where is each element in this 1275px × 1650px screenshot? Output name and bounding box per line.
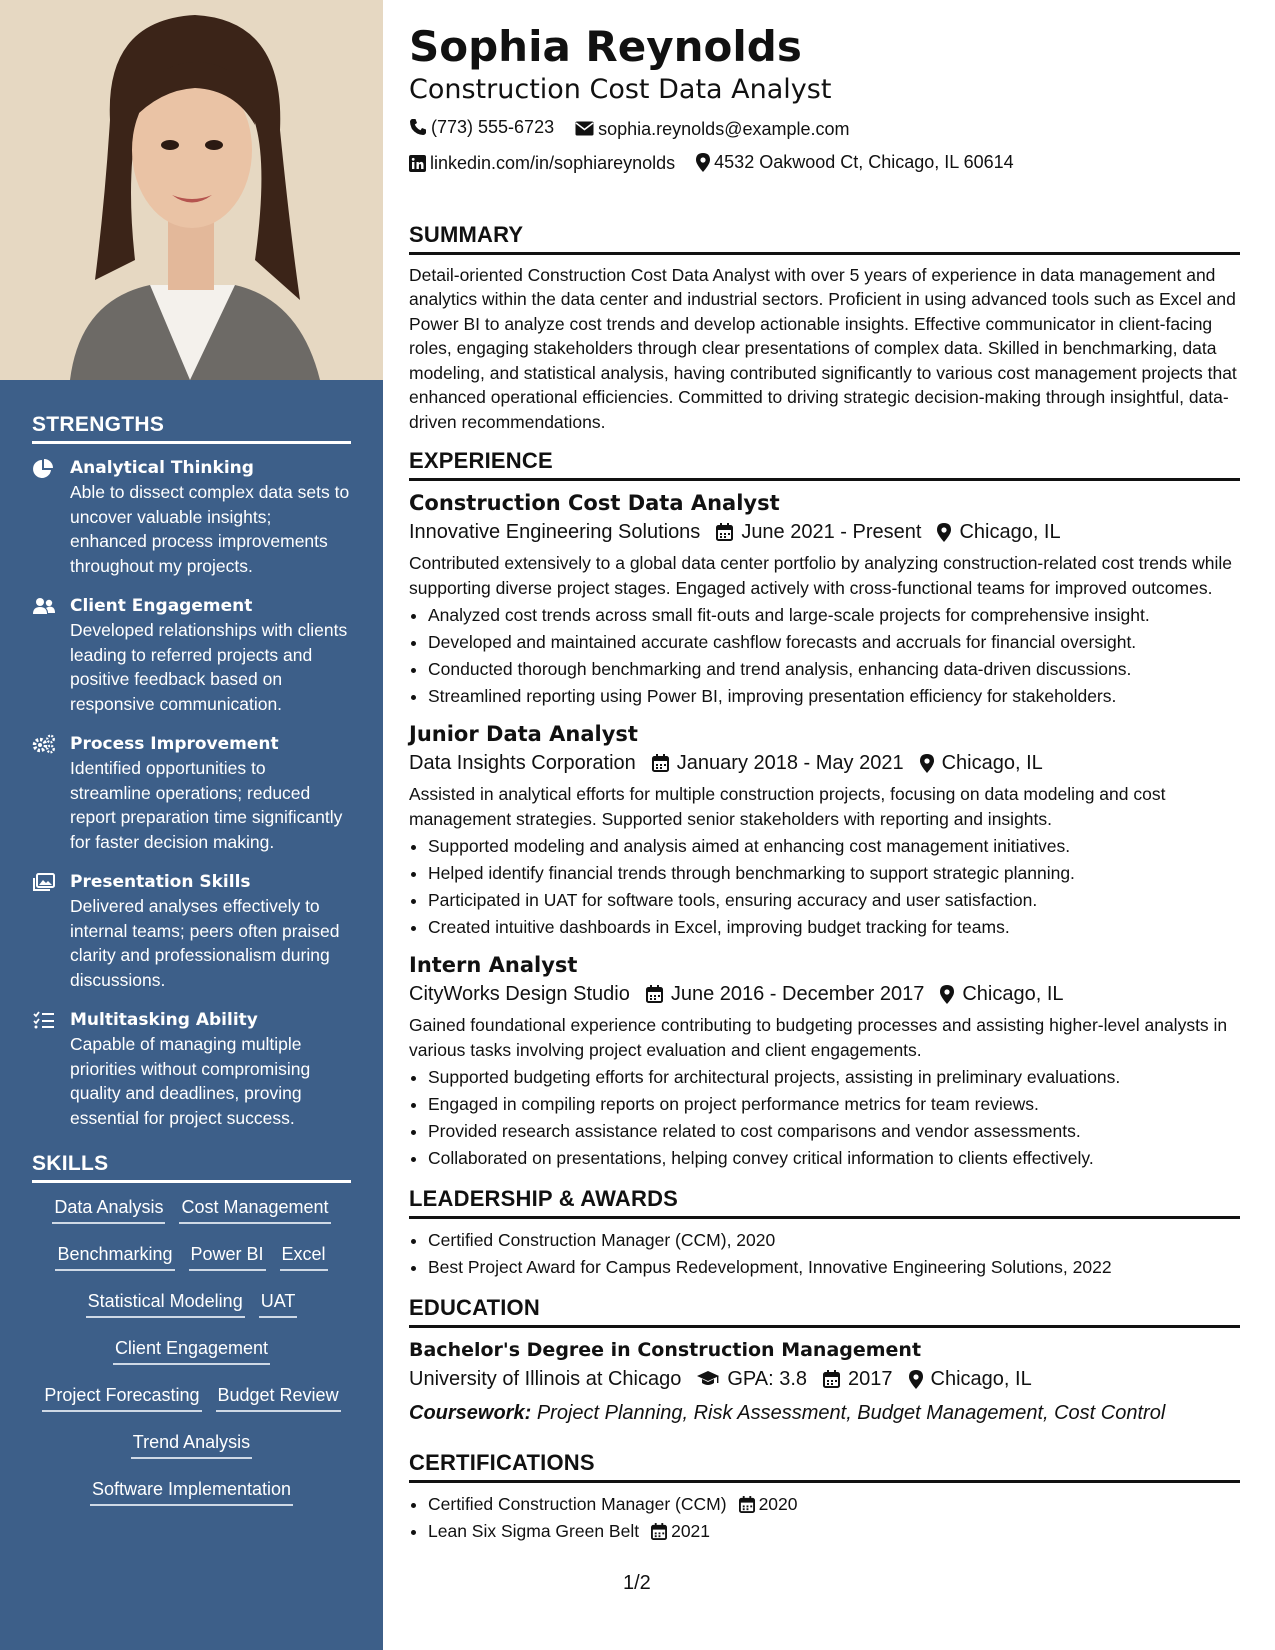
job-entry xyxy=(409,720,1240,941)
bullet-item: • Created intuitive dashboards in Excel, improving budget tracking for teams. xyxy=(428,914,1240,941)
map-pin-icon xyxy=(937,523,951,542)
skill-row xyxy=(32,1336,351,1365)
pie-chart-icon xyxy=(32,458,56,478)
strength-title: Analytical Thinking xyxy=(70,458,254,478)
linkedin-icon xyxy=(409,155,426,172)
skills-heading: SKILLS xyxy=(32,1152,351,1183)
certifications-heading: CERTIFICATIONS xyxy=(409,1450,1240,1483)
bullet-item: • Participated in UAT for software tools, ensuring accuracy and user satisfaction. xyxy=(428,887,1240,914)
job-entry-title: Intern Analyst xyxy=(409,953,578,977)
award-item: • Certified Construction Manager (CCM), 2020 xyxy=(428,1227,1240,1254)
contact-address xyxy=(696,146,1014,178)
phone-icon xyxy=(409,118,427,136)
strength-item xyxy=(32,870,351,992)
job-description: Gained foundational experience contributing to budgeting processes and assisting higher-level analysts in various tasks involving project evaluation and client engagements. xyxy=(409,1015,1228,1060)
education-heading: EDUCATION xyxy=(409,1295,1240,1328)
strength-title: Process Improvement xyxy=(70,734,279,754)
calendar-icon xyxy=(739,1496,755,1513)
strength-title: Presentation Skills xyxy=(70,872,251,892)
skill-row xyxy=(32,1477,351,1506)
bullet-item: • Conducted thorough benchmarking and trend analysis, enhancing data-driven discussions. xyxy=(428,656,1240,683)
bullet-item: • Supported modeling and analysis aimed at enhancing cost management initiatives. xyxy=(428,833,1240,860)
address-text: 4532 Oakwood Ct, Chicago, IL 60614 xyxy=(714,152,1014,172)
skill-row xyxy=(32,1383,351,1412)
awards-heading: LEADERSHIP & AWARDS xyxy=(409,1186,1240,1219)
map-pin-icon xyxy=(920,754,934,773)
company-name: Innovative Engineering Solutions xyxy=(409,521,701,543)
job-bullets xyxy=(409,833,1240,941)
job-description: Assisted in analytical efforts for multiple construction projects, focusing on data modeling and cost management strategies. Supported senior stakeholders with reporting and insights. xyxy=(409,784,1166,829)
education-meta xyxy=(409,1364,1240,1394)
profile-photo xyxy=(0,0,383,380)
gpa: GPA: 3.8 xyxy=(727,1368,808,1390)
job-dates: June 2016 - December 2017 xyxy=(670,983,925,1005)
photo-gallery-icon xyxy=(32,872,56,892)
job-meta xyxy=(409,517,1240,547)
certification-item xyxy=(428,1491,1240,1518)
certification-name: • Lean Six Sigma Green Belt xyxy=(428,1521,640,1541)
certifications-list xyxy=(409,1491,1240,1545)
job-dates: January 2018 - May 2021 xyxy=(676,752,904,774)
portrait-illustration xyxy=(0,0,383,380)
job-bullets xyxy=(409,602,1240,710)
skill-tag: Trend Analysis xyxy=(131,1430,252,1459)
job-title: Construction Cost Data Analyst xyxy=(409,74,832,105)
job-bullets xyxy=(409,1064,1240,1172)
certification-name: • Certified Construction Manager (CCM) xyxy=(428,1494,727,1514)
skills-section xyxy=(32,1152,351,1506)
skill-tag: Power BI xyxy=(189,1242,266,1271)
company-name: Data Insights Corporation xyxy=(409,752,636,774)
candidate-name: Sophia Reynolds xyxy=(409,22,802,71)
main-content xyxy=(409,20,1240,1545)
users-icon xyxy=(32,596,56,616)
bullet-item: • Collaborated on presentations, helping convey critical information to clients effectively. xyxy=(428,1145,1240,1172)
job-location: Chicago, IL xyxy=(962,983,1064,1005)
strength-desc: Capable of managing multiple priorities without compromising quality and deadlines, proving essential for project success. xyxy=(70,1034,311,1128)
summary-text: Detail-oriented Construction Cost Data Analyst with over 5 years of experience in data management and analytics within the data center and industrial sectors. Proficient in using advanced tools such as Excel and Power BI to analyze cost trends and develop actionable insights. Effective communicator in client-facing roles, engaging stakeholders through clear presentations of complex data. Skilled in benchmarking, data modeling, and statistical analysis, having contributed significantly to various cost management projects that enhanced operational efficiencies. Committed to driving strategic decision-making through insightful, data-driven recommendations. xyxy=(409,264,1237,432)
certification-item xyxy=(428,1518,1240,1545)
checklist-icon xyxy=(32,1010,56,1030)
job-entry xyxy=(409,951,1240,1172)
coursework xyxy=(409,1398,1240,1428)
strength-desc: Identified opportunities to streamline operations; reduced report preparation time significantly for faster decision making. xyxy=(70,758,343,852)
bullet-item: • Engaged in compiling reports on project performance metrics for team reviews. xyxy=(428,1091,1240,1118)
certification-year: 2020 xyxy=(758,1494,798,1514)
bullet-item: • Analyzed cost trends across small fit-outs and large-scale projects for comprehensive insight. xyxy=(428,602,1240,629)
contact-email[interactable] xyxy=(575,113,849,145)
awards-list xyxy=(409,1227,1240,1281)
bullet-item: • Developed and maintained accurate cashflow forecasts and accruals for financial oversight. xyxy=(428,629,1240,656)
skill-tag: Data Analysis xyxy=(52,1195,165,1224)
contact-info xyxy=(409,111,1240,182)
job-location: Chicago, IL xyxy=(959,521,1061,543)
graduation-cap-icon xyxy=(697,1371,719,1387)
job-location: Chicago, IL xyxy=(941,752,1043,774)
calendar-icon xyxy=(646,985,663,1003)
strength-item xyxy=(32,732,351,854)
skill-row xyxy=(32,1289,351,1318)
award-item: • Best Project Award for Campus Redevelopment, Innovative Engineering Solutions, 2022 xyxy=(428,1254,1240,1281)
job-entry-title: Junior Data Analyst xyxy=(409,722,638,746)
school-name: University of Illinois at Chicago xyxy=(409,1368,682,1390)
calendar-icon xyxy=(652,754,669,772)
calendar-icon xyxy=(651,1523,667,1540)
strength-title: Multitasking Ability xyxy=(70,1010,258,1030)
skill-tag: Client Engagement xyxy=(113,1336,270,1365)
skill-row xyxy=(32,1195,351,1224)
contact-phone[interactable] xyxy=(409,111,554,143)
page-number: 1/2 xyxy=(623,1572,651,1594)
coursework-list: Project Planning, Risk Assessment, Budget Management, Cost Control xyxy=(536,1402,1166,1424)
calendar-icon xyxy=(823,1370,840,1388)
graduation-year: 2017 xyxy=(848,1368,893,1390)
summary-heading: SUMMARY xyxy=(409,222,1240,255)
company-name: CityWorks Design Studio xyxy=(409,983,630,1005)
skill-tag: Benchmarking xyxy=(55,1242,174,1271)
job-description: Contributed extensively to a global data center portfolio by analyzing construction-related cost trends while supporting diverse project stages. Engaged actively with cross-functional teams for improved outcomes. xyxy=(409,553,1232,598)
bullet-item: • Provided research assistance related to cost comparisons and vendor assessments. xyxy=(428,1118,1240,1145)
sidebar-content xyxy=(32,413,351,1524)
gears-icon xyxy=(32,734,56,754)
strength-desc: Developed relationships with clients leading to referred projects and positive feedback based on responsive communication. xyxy=(70,620,348,714)
sidebar xyxy=(0,0,383,1650)
degree-title: Bachelor's Degree in Construction Management xyxy=(409,1339,922,1361)
strength-desc: Able to dissect complex data sets to uncover valuable insights; enhanced process improvements throughout my projects. xyxy=(70,482,350,576)
certification-year: 2021 xyxy=(671,1521,711,1541)
job-meta xyxy=(409,979,1240,1009)
skill-tag: UAT xyxy=(259,1289,298,1318)
bullet-item: • Helped identify financial trends through benchmarking to support strategic planning. xyxy=(428,860,1240,887)
skill-tag: Budget Review xyxy=(216,1383,341,1412)
map-pin-icon xyxy=(696,153,710,172)
experience-heading: EXPERIENCE xyxy=(409,448,1240,481)
map-pin-icon xyxy=(909,1370,923,1389)
bullet-item: • Streamlined reporting using Power BI, improving presentation efficiency for stakeholders. xyxy=(428,683,1240,710)
skill-tag: Excel xyxy=(280,1242,328,1271)
phone-number: (773) 555-6723 xyxy=(431,117,555,137)
job-dates: June 2021 - Present xyxy=(741,521,922,543)
coursework-label: Coursework: xyxy=(409,1402,532,1424)
contact-linkedin[interactable] xyxy=(409,147,675,179)
map-pin-icon xyxy=(940,985,954,1004)
email-address: sophia.reynolds@example.com xyxy=(598,118,850,139)
strength-item xyxy=(32,456,351,578)
education-location: Chicago, IL xyxy=(930,1368,1032,1390)
skill-tag: Project Forecasting xyxy=(42,1383,201,1412)
skill-row xyxy=(32,1242,351,1271)
strength-title: Client Engagement xyxy=(70,596,253,616)
envelope-icon xyxy=(575,121,594,136)
strength-item xyxy=(32,594,351,716)
skill-row xyxy=(32,1430,351,1459)
strengths-heading: STRENGTHS xyxy=(32,413,351,444)
job-entry-title: Construction Cost Data Analyst xyxy=(409,491,780,515)
skill-tag: Statistical Modeling xyxy=(86,1289,245,1318)
bullet-item: • Supported budgeting efforts for architectural projects, assisting in preliminary evaluations. xyxy=(428,1064,1240,1091)
strength-item xyxy=(32,1008,351,1130)
strength-desc: Delivered analyses effectively to internal teams; peers often praised clarity and professionalism during discussions. xyxy=(70,896,340,990)
job-entry xyxy=(409,489,1240,710)
skill-tag: Software Implementation xyxy=(90,1477,293,1506)
job-meta xyxy=(409,748,1240,778)
calendar-icon xyxy=(716,523,733,541)
skill-tag: Cost Management xyxy=(179,1195,330,1224)
linkedin-url: linkedin.com/in/sophiareynolds xyxy=(430,153,676,173)
